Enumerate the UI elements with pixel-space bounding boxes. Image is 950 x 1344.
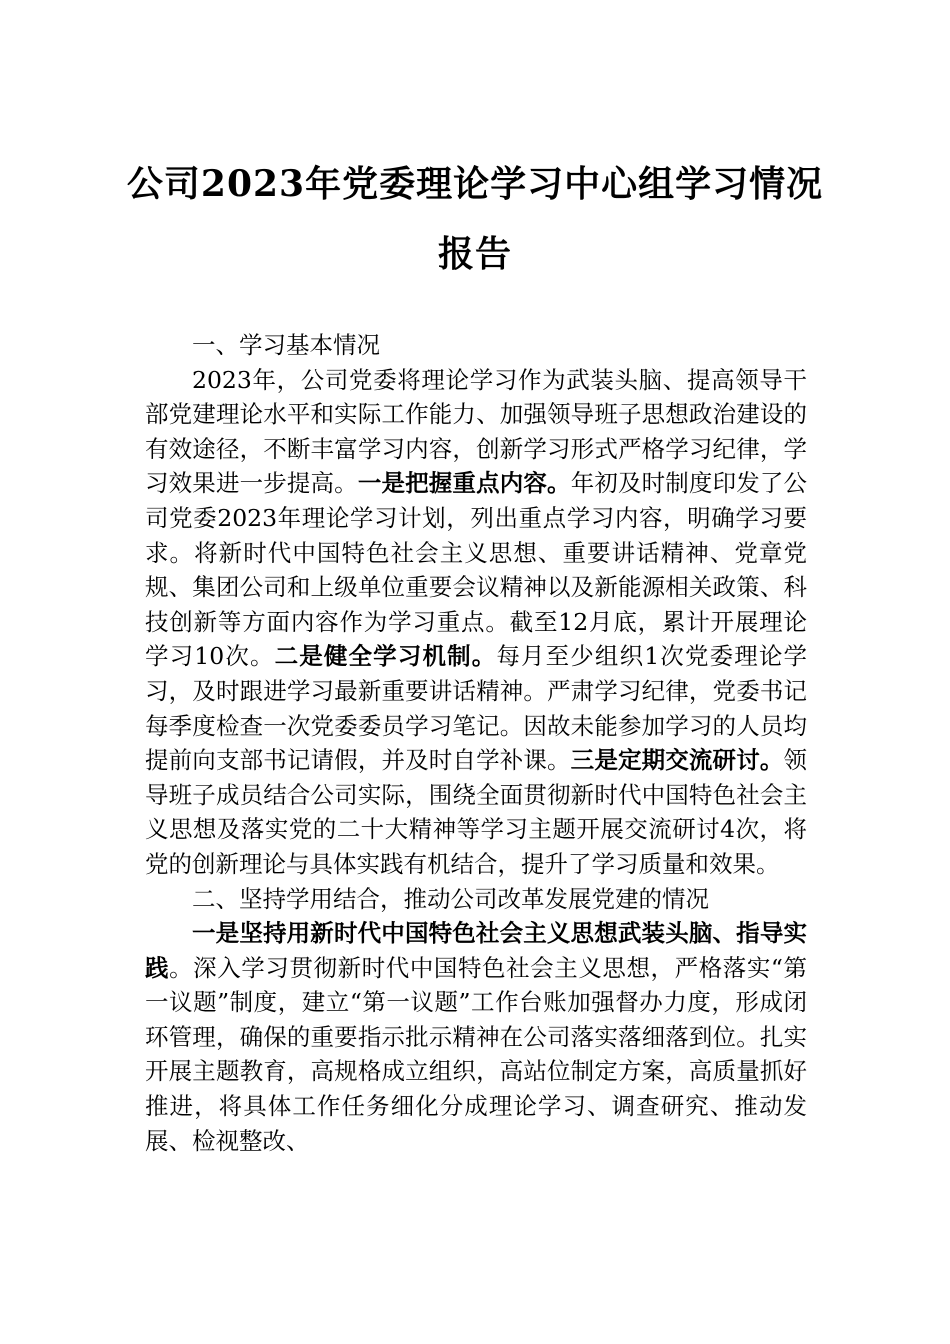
point-3-text: 领导班子成员结合公司实际，围绕全面贯彻新时代中国特色社会主义思想及落实党的二十大精神等学习主题开展交流研讨4次，将党的创新理论与具体实践有机结合，提升了学习质量和效果。 [145, 746, 808, 878]
point-2-text: 每月至少组织1次党委理论学习，及时跟进学习最新重要讲话精神。严肃学习纪律，党委书记每季度检查一次党委委员学习笔记。因故未能参加学习的人员均提前向支部书记请假，并及时自学补课。 [145, 642, 808, 775]
document-title-line-2: 报告 [437, 233, 512, 275]
section-1-paragraph [145, 363, 807, 882]
document-title-line-1: 公司2023年党委理论学习中心组学习情况 [126, 163, 824, 205]
section-2-paragraph [145, 916, 807, 1158]
point-1-text: 年初及时制度印发了公司党委2023年理论学习计划，列出重点学习内容，明确学习要求。将新时代中国特色社会主义思想、重要讲话精神、党章党规、集团公司和上级单位重要会议精神以及新能源相关政策、科技创新等方面内容作为学习重点。截至12月底，累计开展理论学习10次。 [145, 469, 808, 671]
section-1-intro: 2023年，公司党委将理论学习作为武装头脑、提高领导干部党建理论水平和实际工作能力、加强领导班子思想政治建设的有效途径，不断丰富学习内容，创新学习形式严格学习纪律，学习效果进一步提高。 [145, 365, 807, 498]
point-3-title: 三是定期交流研讨。 [570, 746, 784, 775]
section-2-point-1-title: 一是坚持用新时代中国特色社会主义思想武装头脑、指导实践 [145, 919, 807, 982]
section-1-heading: 一、学习基本情况 [192, 331, 380, 359]
section-2-point-1-text: 。深入学习贯彻新时代中国特色社会主义思想，严格落实“第一议题”制度，建立“第一议题”工作台账加强督办力度，形成闭环管理，确保的重要指示批示精神在公司落实落细落到位。扎实开展主题教育，高规格成立组织，高站位制定方案，高质量抓好推进，将具体工作任务细化分成理论学习、调查研究、推动发展、检视整改、 [145, 953, 808, 1155]
document-body [145, 328, 807, 1158]
point-2-title: 二是健全学习机制。 [274, 642, 497, 671]
section-2-heading: 二、坚持学用结合，推动公司改革发展党建的情况 [192, 884, 709, 913]
point-1-title: 一是把握重点内容。 [357, 469, 571, 498]
